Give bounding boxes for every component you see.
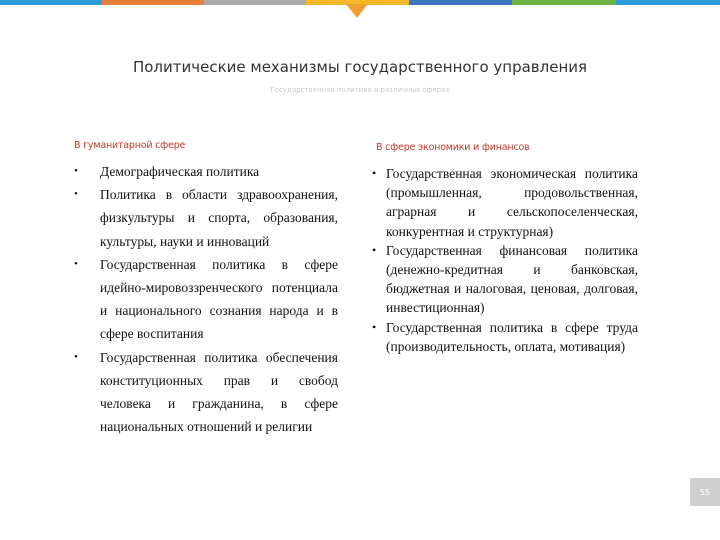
list-item-text: Государственная политика обеспечения конституционных прав и свобод человека и гражданина, в сфере национальных отношений и религии xyxy=(100,349,338,435)
color-bar-segment xyxy=(0,0,102,5)
bullet-icon: • xyxy=(74,350,78,363)
left-column-heading: В гуманитарной сфере xyxy=(74,140,186,151)
right-column-heading: В сфере экономики и финансов xyxy=(376,142,530,153)
color-bar-segment xyxy=(204,0,306,5)
list-item-text: Государственная финансовая политика (денежно-кредитная и банковская, бюджетная и налоговая, ценовая, долговая, инвестиционная) xyxy=(386,242,638,316)
list-item-text: Государственная политика в сфере труда (производительность, оплата, мотивация) xyxy=(386,319,638,354)
slide-title: Политические механизмы государственного управления xyxy=(132,58,588,76)
color-bar-segment xyxy=(512,0,616,5)
bullet-icon: • xyxy=(74,257,78,270)
bullet-icon: • xyxy=(372,319,377,334)
right-column-list xyxy=(372,164,638,356)
list-item xyxy=(372,241,638,318)
list-item xyxy=(74,253,338,346)
bullet-icon: • xyxy=(372,242,377,257)
list-item xyxy=(74,183,338,253)
list-item-text: Государственная экономическая политика (промышленная, продовольственная, аграрная и сельскопоселенческая, конкурентная и структурная) xyxy=(386,166,638,239)
list-item-text: Политика в области здравоохранения, физкультуры и спорта, образования, культуры, науки и инноваций xyxy=(100,187,338,249)
bullet-icon: • xyxy=(372,166,377,180)
list-item-text: Государственная политика в сфере идейно-мировоззренческого потенциала и национального сознания народа и в сфере воспитания xyxy=(100,256,338,342)
color-bar-segment xyxy=(409,0,512,5)
list-item xyxy=(372,318,638,356)
color-bar-segment xyxy=(616,0,720,5)
bullet-icon: • xyxy=(74,188,78,201)
list-item xyxy=(74,346,338,439)
bullet-icon: • xyxy=(74,165,78,177)
left-column-list xyxy=(74,160,338,438)
list-item xyxy=(372,164,638,241)
color-bar-segment xyxy=(102,0,204,5)
list-item xyxy=(74,160,338,183)
pointer-triangle-icon xyxy=(346,4,368,18)
slide-subtitle: Государственная политика в различных сферах xyxy=(270,86,450,94)
page-number-badge: 55 xyxy=(690,478,720,506)
list-item-text: Демографическая политика xyxy=(100,164,260,179)
